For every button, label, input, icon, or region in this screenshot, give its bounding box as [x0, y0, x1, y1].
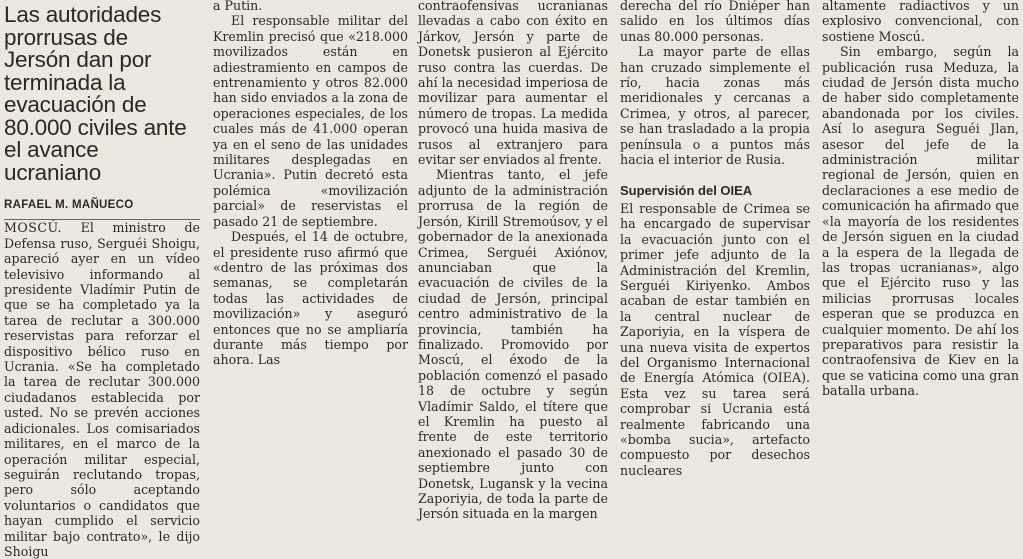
- article-column-1: [4, 0, 200, 559]
- article-column-2: [213, 0, 408, 368]
- paragraph-7: Sin embargo, según la publicación rusa Meduza, la ciudad de Jersón dista mucho de haber sido completamente abandonada por los civiles. Así lo asegura Seguéi Jlan, asesor del jefe de la administración militar regional de Jersón, quien en declaraciones a ese medio de comunicación ha afirmado que «la mayoría de los residentes de Jersón siguen en la ciudad a la espera de la llegada de las tropas ucranianas», algo que el Ejército ruso y las milicias prorrusas locales esperan que se produzca en cualquier momento. De ahí los preparativos para resistir la contraofensiva de Kiev en la que se vaticina como una gran batalla urbana.: [822, 44, 1019, 399]
- paragraph-3-cont: contraofensivas ucranianas llevadas a cabo con éxito en Járkov, Jersón y parte de Donetsk pusieron al Ejército ruso contra las cuerdas. De ahí la necesidad imperiosa de movilizar para aumentar el número de tropas. La medida provocó una huida masiva de rusos al extranjero para evitar ser enviados al frente.: [418, 0, 608, 168]
- byline: RAFAEL M. MAÑUECO: [4, 198, 200, 220]
- article-column-5: [822, 0, 1019, 399]
- article-column-4: [620, 0, 810, 478]
- paragraph-5: La mayor parte de ellas han cruzado simplemente el río, hacia zonas más meridionales y cercanas a Crimea, y otros, al parecer, se han trasladado a la propia península o a puntos más hacia el interior de Rusia.: [620, 44, 810, 168]
- dateline: MOSCÚ.: [4, 220, 62, 236]
- article-column-3: [418, 0, 608, 522]
- paragraph-6-cont: altamente radiactivos y un explosivo convencional, con sostiene Moscú.: [822, 0, 1019, 44]
- paragraph-4-cont: derecha del río Dniéper han salido en los últimos días unas 80.000 personas.: [620, 0, 810, 44]
- paragraph-1-text: El ministro de Defensa ruso, Serguéi Shoigu, apareció ayer en un vídeo televisivo informando al presidente Vladímir Putin de que se ha completado ya la tarea de reclutar a 300.000 reservistas para reforzar el dispositivo bélico ruso en Ucrania. «Se ha completado la tarea de reclutar 300.000 ciudadanos establecida por usted. No se prevén acciones adicionales. Los comisariados militares, en el marco de la operación militar especial, seguirán reclutando tropas, pero sólo aceptando voluntarios o candidatos que hayan cumplido el servicio militar bajo contrato», le dijo Shoigu: [4, 220, 200, 559]
- paragraph-4-start: Mientras tanto, el jefe adjunto de la administración prorrusa de la región de Jersón, Kirill Stremoúsov, y el gobernador de la anexionada Crimea, Serguéi Axiónov, anunciaban que la evacuación de civiles de la ciudad de Jersón, principal centro administrativo de la provincia, también ha finalizado. Promovido por Moscú, el éxodo de la población comenzó el pasado 18 de octubre y según Vladímir Saldo, el títere que el Kremlin ha puesto al frente de este territorio anexionado el pasado 30 de septiembre junto con Donetsk, Lugansk y la vecina Zaporiyia, de toda la parte de Jersón situada en la margen: [418, 167, 608, 522]
- subheading: Supervisión del OIEA: [620, 183, 753, 199]
- paragraph-6-start: El responsable de Crimea se ha encargado de supervisar la evacuación junto con el primer jefe adjunto de la Administración del Kremlin, Serguéi Kiriyenko. Ambos acaban de estar también en la central nuclear de Zaporiyia, en la víspera de una nueva visita de expertos del Organismo Internacional de Energía Atómica (OIEA). Esta vez su tarea será comprobar si Ucrania está realmente fabricando una «bomba sucia», artefacto compuesto por desechos nucleares: [620, 200, 810, 478]
- paragraph-1-start: [4, 220, 200, 559]
- paragraph-3-start: Después, el 14 de octubre, el presidente ruso afirmó que «dentro de las próximas dos semanas, se completarán todas las actividades de movilización» y aseguró entonces que no se ampliaría durante más tiempo por ahora. Las: [213, 229, 408, 368]
- headline: Las autoridades prorrusas de Jersón dan por terminada la evacuación de 80.000 civiles ante el avance ucraniano: [4, 2, 187, 185]
- paragraph-1-cont: a Putin.: [213, 0, 263, 13]
- paragraph-2: El responsable militar del Kremlin precisó que «218.000 movilizados están en adiestramiento en campos de entrenamiento y otros 82.000 han sido enviados a la zona de operaciones especiales, de los cuales más de 41.000 operan ya en el seno de las unidades militares desplegadas en Ucrania». Putin decretó esta polémica «movilización parcial» de reservistas el pasado 21 de septiembre.: [213, 13, 408, 229]
